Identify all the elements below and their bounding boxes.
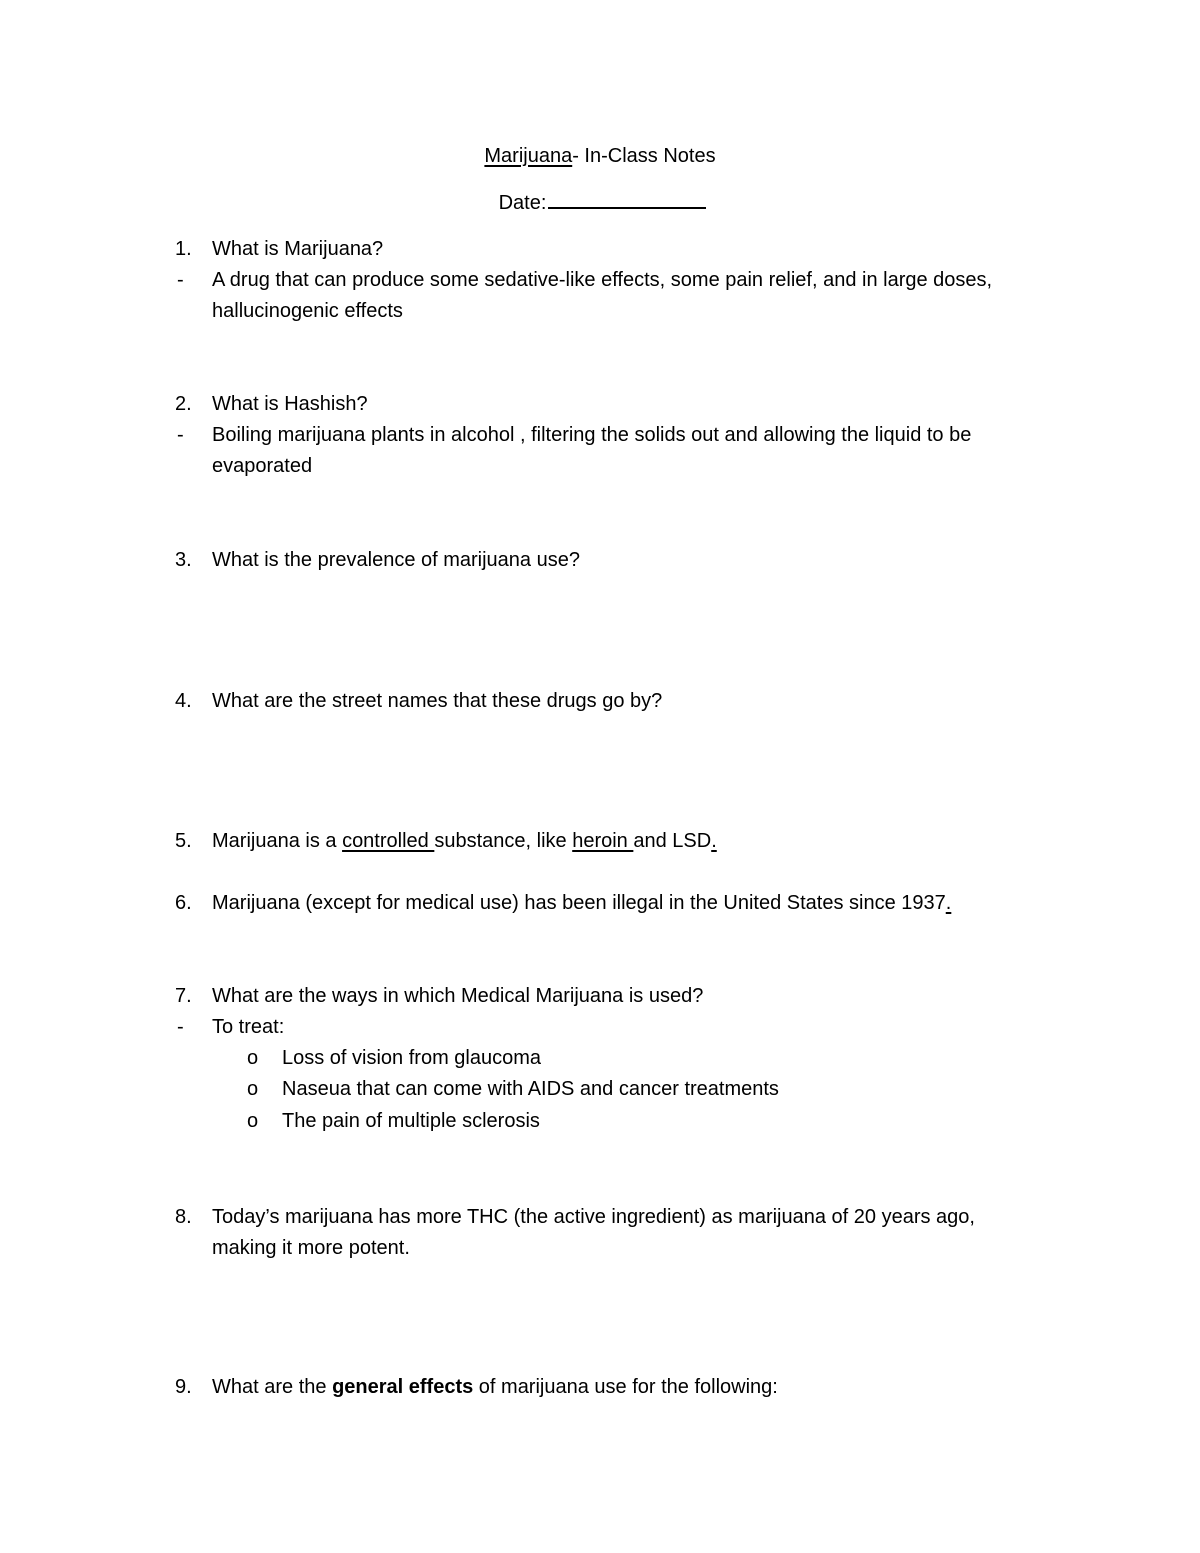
answer-dash: -: [177, 424, 184, 446]
sub-item-text: Loss of vision from glaucoma: [282, 1047, 542, 1069]
question-number: 5.: [175, 830, 192, 852]
statement-text: Today’s marijuana has more THC (the active ingredient) as marijuana of 20 years ago,: [212, 1206, 975, 1228]
question-text: What is the prevalence of marijuana use?: [212, 549, 580, 571]
text-part: Marijuana is a: [212, 830, 343, 852]
answer-dash: -: [177, 269, 184, 291]
bullet-marker: o: [247, 1110, 259, 1132]
underlined-period: .: [945, 892, 952, 914]
title-rest: - In-Class Notes: [572, 145, 716, 167]
question-number: 1.: [175, 238, 192, 260]
statement-text: [212, 827, 717, 855]
date-label: Date:: [498, 192, 547, 214]
title-underlined: Marijuana: [484, 145, 573, 167]
question-number: 8.: [175, 1206, 192, 1228]
question-number: 7.: [175, 985, 192, 1007]
text-part: substance, like: [434, 830, 573, 852]
question-number: 4.: [175, 690, 192, 712]
answer-text: Boiling marijuana plants in alcohol , filtering the solids out and allowing the liquid to be: [212, 424, 972, 446]
sub-item-text: The pain of multiple sclerosis: [282, 1110, 540, 1132]
page-title: [0, 142, 1200, 170]
bullet-marker: o: [247, 1078, 259, 1100]
answer-text: A drug that can produce some sedative-like effects, some pain relief, and in large doses,: [212, 269, 993, 291]
statement-text: making it more potent.: [212, 1237, 410, 1259]
answer-text: evaporated: [212, 455, 313, 477]
date-blank: [548, 189, 706, 209]
text-part: What are the: [212, 1376, 333, 1398]
question-number: 9.: [175, 1376, 192, 1398]
text-part: Marijuana (except for medical use) has been illegal in the United States since 1937: [212, 892, 946, 914]
question-number: 6.: [175, 892, 192, 914]
statement-text: [212, 889, 951, 917]
question-text: What is Hashish?: [212, 393, 368, 415]
text-part: of marijuana use for the following:: [473, 1376, 778, 1398]
question-number: 2.: [175, 393, 192, 415]
bold-phrase: general effects: [332, 1376, 474, 1398]
answer-text: To treat:: [212, 1016, 285, 1038]
underlined-answer: controlled: [342, 830, 435, 852]
text-part: and LSD: [633, 830, 712, 852]
bullet-marker: o: [247, 1047, 259, 1069]
question-number: 3.: [175, 549, 192, 571]
question-text: What are the street names that these drugs go by?: [212, 690, 663, 712]
question-text: What is Marijuana?: [212, 238, 384, 260]
underlined-answer: heroin: [572, 830, 634, 852]
date-line: [0, 189, 1200, 217]
question-text: [212, 1373, 778, 1401]
question-text: What are the ways in which Medical Marijuana is used?: [212, 985, 704, 1007]
underlined-period: .: [711, 830, 717, 852]
sub-item-text: Naseua that can come with AIDS and cancer treatments: [282, 1078, 779, 1100]
answer-text: hallucinogenic effects: [212, 300, 403, 322]
answer-dash: -: [177, 1016, 184, 1038]
